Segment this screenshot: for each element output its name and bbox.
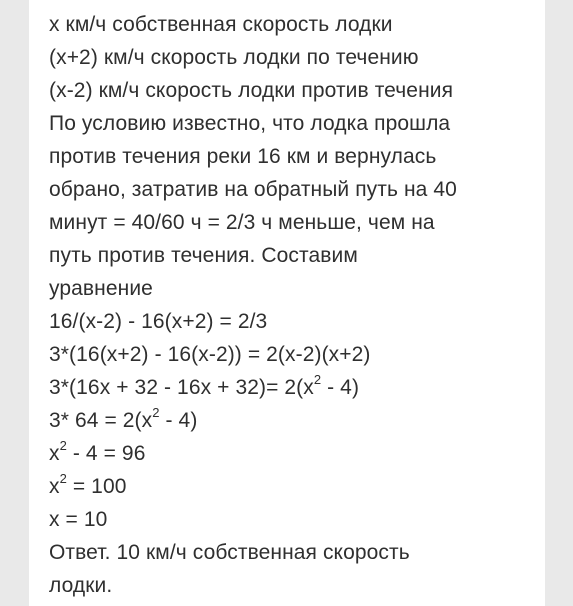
text-line: уравнение — [49, 277, 153, 300]
exponent: 2 — [152, 405, 160, 420]
exponent: 2 — [313, 372, 322, 387]
text-line: путь против течения. Составим — [49, 244, 358, 267]
exponent: 2 — [59, 438, 67, 453]
equation-part: 3* 64 = 2(x — [49, 409, 153, 432]
text-line: минут = 40/60 ч = 2/3 ч меньше, чем на — [49, 211, 435, 234]
equation-part: 3*(16x + 32 - 16x + 32)= 2(x — [49, 376, 314, 399]
equation-line: x = 10 — [49, 508, 108, 531]
equation-part: = 100 — [66, 475, 127, 498]
equation-part: - 4) — [159, 409, 198, 432]
text-line: x км/ч собственная скорость лодки — [49, 13, 393, 36]
solution-text — [49, 8, 543, 602]
equation-line: 3*(16(x+2) - 16(x-2)) = 2(x-2)(x+2) — [49, 343, 371, 366]
equation-line: 16/(x-2) - 16(x+2) = 2/3 — [49, 310, 268, 333]
equation-part: x — [49, 442, 60, 465]
equation-part: - 4) — [321, 376, 360, 399]
equation-part: - 4 = 96 — [66, 442, 146, 465]
text-line: обрано, затратив на обратный путь на 40 — [49, 178, 457, 201]
answer-card — [29, 0, 545, 606]
text-line: против течения реки 16 км и вернулась — [49, 145, 437, 168]
text-line: (x-2) км/ч скорость лодки против течения — [49, 79, 454, 102]
equation-line — [49, 437, 543, 470]
equation-part: x — [49, 475, 60, 498]
equation-line — [49, 404, 543, 437]
equation-line — [49, 470, 543, 503]
exponent: 2 — [59, 471, 67, 486]
answer-line: лодки. — [49, 574, 113, 597]
text-line: (x+2) км/ч скорость лодки по течению — [49, 46, 419, 69]
answer-line: Ответ. 10 км/ч собственная скорость — [49, 541, 410, 564]
equation-line — [49, 371, 543, 404]
text-line: По условию известно, что лодка прошла — [49, 112, 451, 135]
